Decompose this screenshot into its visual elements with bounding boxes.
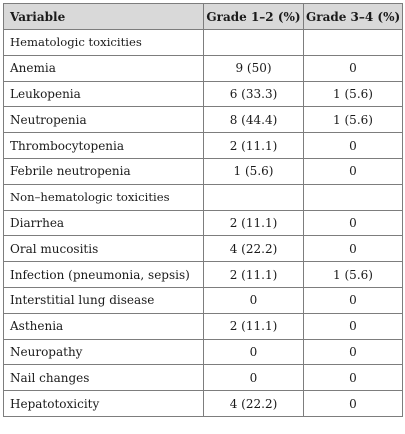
row-label: Hepatotoxicity [4,391,204,417]
grade-3-4-value: 0 [304,339,403,365]
table-cell [304,30,403,56]
header-row [4,4,403,30]
grade-1-2-value: 4 (22.2) [204,391,304,417]
row-label: Interstitial lung disease [4,287,204,313]
header-grade-3-4: Grade 3–4 (%) [304,4,403,30]
grade-1-2-value: 6 (33.3) [204,81,304,107]
row-label: Neuropathy [4,339,204,365]
table-row [4,107,403,133]
grade-3-4-value: 0 [304,313,403,339]
grade-1-2-value: 0 [204,287,304,313]
section-label: Non–hematologic toxicities [4,184,204,210]
section-row-hematologic [4,30,403,56]
grade-3-4-value: 1 (5.6) [304,81,403,107]
grade-1-2-value: 0 [204,339,304,365]
table-row [4,365,403,391]
row-label: Anemia [4,55,204,81]
grade-3-4-value: 1 (5.6) [304,107,403,133]
grade-1-2-value: 1 (5.6) [204,158,304,184]
grade-1-2-value: 2 (11.1) [204,133,304,159]
table-row [4,287,403,313]
grade-1-2-value: 4 (22.2) [204,236,304,262]
grade-1-2-value: 2 (11.1) [204,262,304,288]
header-grade-1-2: Grade 1–2 (%) [204,4,304,30]
table-cell [204,30,304,56]
grade-1-2-value: 9 (50) [204,55,304,81]
table-row [4,313,403,339]
grade-3-4-value: 0 [304,287,403,313]
table-row [4,55,403,81]
table-cell [204,184,304,210]
table-row [4,81,403,107]
table-row [4,158,403,184]
table-row [4,339,403,365]
grade-1-2-value: 2 (11.1) [204,210,304,236]
grade-1-2-value: 2 (11.1) [204,313,304,339]
toxicity-table-container [3,3,403,417]
row-label: Febrile neutropenia [4,158,204,184]
table-row [4,210,403,236]
row-label: Thrombocytopenia [4,133,204,159]
table-row [4,391,403,417]
grade-3-4-value: 0 [304,133,403,159]
grade-3-4-value: 0 [304,391,403,417]
row-label: Neutropenia [4,107,204,133]
row-label: Diarrhea [4,210,204,236]
section-label: Hematologic toxicities [4,30,204,56]
grade-1-2-value: 0 [204,365,304,391]
row-label: Leukopenia [4,81,204,107]
row-label: Asthenia [4,313,204,339]
table-cell [304,184,403,210]
grade-1-2-value: 8 (44.4) [204,107,304,133]
grade-3-4-value: 0 [304,158,403,184]
row-label: Infection (pneumonia, sepsis) [4,262,204,288]
section-row-non-hematologic [4,184,403,210]
row-label: Nail changes [4,365,204,391]
grade-3-4-value: 0 [304,210,403,236]
table-row [4,236,403,262]
table-header [4,4,403,30]
table-row [4,262,403,288]
table-body [4,30,403,417]
grade-3-4-value: 1 (5.6) [304,262,403,288]
toxicity-table [3,3,403,417]
grade-3-4-value: 0 [304,55,403,81]
table-row [4,133,403,159]
header-variable: Variable [4,4,204,30]
grade-3-4-value: 0 [304,236,403,262]
grade-3-4-value: 0 [304,365,403,391]
row-label: Oral mucositis [4,236,204,262]
